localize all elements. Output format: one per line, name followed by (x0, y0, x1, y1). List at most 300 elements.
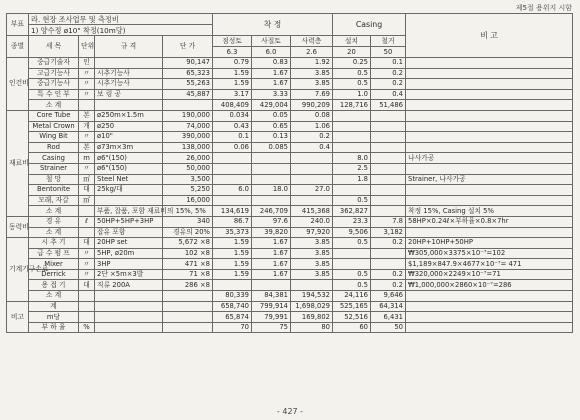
table-cell: 1.67 (252, 259, 291, 270)
table-cell (163, 291, 213, 302)
table-cell (371, 185, 406, 196)
table-cell (406, 58, 573, 69)
table-cell (252, 153, 291, 164)
table-row (7, 58, 573, 69)
table-cell: 525,165 (333, 301, 371, 312)
table-cell: 1.67 (252, 68, 291, 79)
table-cell: ø10" (95, 132, 163, 143)
table-cell: 24,116 (333, 291, 371, 302)
sub-header: 철거 (371, 36, 406, 47)
table-row (7, 301, 573, 312)
table-cell: 74,000 (163, 121, 213, 132)
table-cell: ø250 (95, 121, 163, 132)
table-cell (163, 100, 213, 111)
page-number: - 427 - (276, 407, 304, 416)
table-cell: 45,887 (163, 89, 213, 100)
table-row (7, 89, 573, 100)
table-cell: ø6"(150) (95, 153, 163, 164)
table-cell: 194,532 (291, 291, 333, 302)
table-cell (406, 301, 573, 312)
table-cell (95, 100, 163, 111)
table-cell: 138,000 (163, 142, 213, 153)
table-cell (213, 195, 252, 206)
table-row (7, 248, 573, 259)
sub-value: 2.6 (291, 47, 333, 58)
table-row (7, 227, 573, 238)
header-row-1 (7, 14, 573, 25)
table-cell: 1.0 (333, 89, 371, 100)
table-cell: 3,182 (371, 227, 406, 238)
table-cell: m당 (29, 312, 79, 323)
table-body (7, 14, 573, 333)
table-cell: 50 (371, 322, 406, 333)
table-cell: 0.2 (291, 132, 333, 143)
table-cell: 6,431 (371, 312, 406, 323)
table-cell (406, 312, 573, 323)
table-cell: 362,827 (333, 206, 371, 217)
table-cell: 시추기능사 (95, 79, 163, 90)
table-cell: ₩1,000,000×2860×10⁻⁷=286 (406, 280, 573, 291)
table-cell: 990,209 (291, 100, 333, 111)
table-cell: 65,874 (213, 312, 252, 323)
table-cell: % (79, 322, 95, 333)
table-cell (163, 312, 213, 323)
table-cell: 〃 (79, 269, 95, 280)
table-cell: 인 (79, 58, 95, 69)
booppyo-label: 부표 (7, 14, 29, 36)
table-cell (406, 195, 573, 206)
table-cell: 340 (163, 216, 213, 227)
gyugyeok-header: 규 격 (95, 36, 163, 58)
table-cell: Rod (29, 142, 79, 153)
sub-value: 20 (333, 47, 371, 58)
table-cell (371, 259, 406, 270)
table-cell (213, 174, 252, 185)
table-row (7, 174, 573, 185)
danga-header: 단 가 (163, 36, 213, 58)
table-row (7, 238, 573, 249)
table-cell: 〃 (79, 259, 95, 270)
table-cell: 70 (213, 322, 252, 333)
table-cell: 잡유 포함 (95, 227, 163, 238)
sub-header: 사질토 (252, 36, 291, 47)
table-cell: 415,368 (291, 206, 333, 217)
table-cell: 80 (291, 322, 333, 333)
table-cell (371, 132, 406, 143)
table-cell: 나사가공 (406, 153, 573, 164)
table-row (7, 291, 573, 302)
table-row (7, 100, 573, 111)
table-cell (79, 312, 95, 323)
danwi-header: 단위 (79, 36, 95, 58)
table-cell: 0.13 (252, 132, 291, 143)
table-row (7, 110, 573, 121)
semok-header: 세 목 (29, 36, 79, 58)
casing-header: Casing (333, 14, 406, 36)
table-cell: 0.085 (252, 142, 291, 153)
table-cell: 9,646 (371, 291, 406, 302)
table-cell (371, 206, 406, 217)
table-cell: 16,000 (163, 195, 213, 206)
table-cell: 직류 200A (95, 280, 163, 291)
table-cell: 경 유 (29, 216, 79, 227)
table-cell: 부품, 잡품, 포함 재료비의 15%, 5% (95, 206, 163, 217)
table-cell: 79,991 (252, 312, 291, 323)
table-cell (252, 195, 291, 206)
table-cell: 3HP (95, 259, 163, 270)
table-cell: Derrick (29, 269, 79, 280)
table-cell: 3.85 (291, 248, 333, 259)
bigo-header: 비 고 (406, 14, 573, 58)
table-cell: 시 추 기 (29, 238, 79, 249)
table-row (7, 185, 573, 196)
table-cell: Core Tube (29, 110, 79, 121)
table-cell: 0.5 (333, 79, 371, 90)
cost-table (6, 13, 573, 333)
sub-header: 설치 (333, 36, 371, 47)
table-cell: 0.83 (252, 58, 291, 69)
table-cell: 본 (79, 110, 95, 121)
table-cell (333, 259, 371, 270)
table-cell (95, 301, 163, 312)
table-cell: 27.0 (291, 185, 333, 196)
table-cell: 1.8 (333, 174, 371, 185)
table-cell: ㎡ (79, 174, 95, 185)
table-cell: 390,000 (163, 132, 213, 143)
table-row (7, 280, 573, 291)
table-row (7, 163, 573, 174)
table-cell (95, 195, 163, 206)
table-cell (291, 153, 333, 164)
table-cell: 중급기술자 (29, 58, 79, 69)
table-cell: 246,709 (252, 206, 291, 217)
chakjeong-header: 착 정 (213, 14, 333, 36)
table-cell: 128,716 (333, 100, 371, 111)
sub-value: 50 (371, 47, 406, 58)
table-cell (252, 163, 291, 174)
table-cell: 71 ×8 (163, 269, 213, 280)
table-cell: 3.33 (252, 89, 291, 100)
table-cell: 경유의 20% (163, 227, 213, 238)
table-cell: 대 (79, 185, 95, 196)
table-cell: 〃 (79, 89, 95, 100)
jongbyeol-header: 종별 (7, 36, 29, 58)
table-cell: 2단 ×5m×3발 (95, 269, 163, 280)
table-cell: 착정 15%, Casing 설치 5% (406, 206, 573, 217)
table-cell: 1.59 (213, 79, 252, 90)
table-cell: 3.85 (291, 79, 333, 90)
table-cell: 1.06 (291, 121, 333, 132)
section-label: 동력비 (7, 216, 29, 237)
table-cell: ₩305,000×3375×10⁻⁷=102 (406, 248, 573, 259)
table-cell (371, 153, 406, 164)
section-label: 기계기구손료 (7, 238, 29, 302)
table-cell (371, 163, 406, 174)
table-cell: ₩320,000×2249×10⁻⁷=71 (406, 269, 573, 280)
table-cell: 급 수 펌 프 (29, 248, 79, 259)
table-row (7, 195, 573, 206)
table-cell (406, 110, 573, 121)
table-cell: 658,740 (213, 301, 252, 312)
table-cell (371, 121, 406, 132)
table-cell: 소 계 (29, 206, 79, 217)
table-cell: 1.67 (252, 238, 291, 249)
table-cell: 23.3 (333, 216, 371, 227)
table-cell: Mixer (29, 259, 79, 270)
table-cell: 1.67 (252, 248, 291, 259)
table-cell: 7.8 (371, 216, 406, 227)
table-cell: 2.5 (333, 163, 371, 174)
table-cell (333, 185, 371, 196)
table-cell: 〃 (79, 132, 95, 143)
table-cell: ø250m×1.5m (95, 110, 163, 121)
table-cell: 0.1 (371, 58, 406, 69)
table-cell: Metal Crown (29, 121, 79, 132)
table-cell (406, 132, 573, 143)
table-cell: ㎥ (79, 195, 95, 206)
table-cell: 모래, 자갈 (29, 195, 79, 206)
section-label: 인건비 (7, 58, 29, 111)
table-row (7, 121, 573, 132)
table-title-1: 라. 현장 조사업무 및 측정비 (29, 14, 213, 25)
table-cell: 부 하 율 (29, 322, 79, 333)
table-cell (406, 100, 573, 111)
table-row (7, 269, 573, 280)
table-cell: 60 (333, 322, 371, 333)
table-cell (333, 110, 371, 121)
table-cell: 철 망 (29, 174, 79, 185)
table-cell: Steel Net (95, 174, 163, 185)
table-cell: 3.85 (291, 238, 333, 249)
table-cell: 0.5 (333, 238, 371, 249)
table-cell: 〃 (79, 248, 95, 259)
table-cell: m (79, 153, 95, 164)
table-cell: 20HP+10HP+50HP (406, 238, 573, 249)
table-cell (291, 195, 333, 206)
table-cell: 0.65 (252, 121, 291, 132)
table-title-2: 1) 양수정 ø10" 착정(10m당) (29, 25, 213, 36)
table-cell: 0.25 (333, 58, 371, 69)
table-cell: 소 계 (29, 291, 79, 302)
table-cell: 〃 (79, 68, 95, 79)
table-cell: 0.43 (213, 121, 252, 132)
sub-value: 6.0 (252, 47, 291, 58)
table-cell: 50HP+5HP+3HP (95, 216, 163, 227)
table-cell: 5HP, ø20m (95, 248, 163, 259)
table-cell (163, 301, 213, 312)
table-cell: 1.59 (213, 269, 252, 280)
table-cell: 특 수 인 부 (29, 89, 79, 100)
table-cell: 5,672 ×8 (163, 238, 213, 249)
table-cell: 26,000 (163, 153, 213, 164)
table-cell: Casing (29, 153, 79, 164)
table-row (7, 312, 573, 323)
table-cell: Bentonite (29, 185, 79, 196)
table-cell: 799,914 (252, 301, 291, 312)
table-row (7, 259, 573, 270)
table-cell: ø73m×3m (95, 142, 163, 153)
table-cell: 계 (29, 301, 79, 312)
table-cell: 0.4 (291, 142, 333, 153)
table-cell (163, 322, 213, 333)
table-cell: 86.7 (213, 216, 252, 227)
table-cell: 0.5 (333, 280, 371, 291)
table-cell: ℓ (79, 216, 95, 227)
section-label: 비고 (7, 301, 29, 333)
table-cell: 3,500 (163, 174, 213, 185)
table-cell: 대 (79, 238, 95, 249)
table-cell: 84,381 (252, 291, 291, 302)
table-cell (291, 163, 333, 174)
table-cell: Wing Bit (29, 132, 79, 143)
table-cell (252, 280, 291, 291)
table-cell (406, 322, 573, 333)
table-cell: 7.69 (291, 89, 333, 100)
table-cell (333, 132, 371, 143)
table-cell: 〃 (79, 163, 95, 174)
table-cell (406, 121, 573, 132)
table-cell: 55,263 (163, 79, 213, 90)
table-cell: 35,373 (213, 227, 252, 238)
table-cell: 0.5 (333, 68, 371, 79)
table-cell: 0.2 (371, 79, 406, 90)
sub-header: 사력층 (291, 36, 333, 47)
table-cell: 대 (79, 280, 95, 291)
sub-header: 점성토 (213, 36, 252, 47)
table-cell: 65,323 (163, 68, 213, 79)
table-cell: $1,189×847.9×4677×10⁻⁷= 471 (406, 259, 573, 270)
table-row (7, 216, 573, 227)
table-cell: 본 (79, 142, 95, 153)
table-cell: 0.5 (333, 269, 371, 280)
table-cell: 3.85 (291, 259, 333, 270)
table-cell: 고급기능사 (29, 68, 79, 79)
table-cell: 3.85 (291, 269, 333, 280)
table-cell (406, 68, 573, 79)
table-cell: 18.0 (252, 185, 291, 196)
table-row (7, 132, 573, 143)
table-cell: 0.034 (213, 110, 252, 121)
table-cell (371, 195, 406, 206)
table-cell (213, 163, 252, 174)
table-row (7, 79, 573, 90)
table-cell (333, 121, 371, 132)
table-cell: 9,506 (333, 227, 371, 238)
table-cell: 169,802 (291, 312, 333, 323)
table-cell: 용 접 기 (29, 280, 79, 291)
table-cell: 1.67 (252, 269, 291, 280)
section-label: 재료비 (7, 110, 29, 216)
sub-value: 6.3 (213, 47, 252, 58)
table-cell: 8.0 (333, 153, 371, 164)
table-cell: 0.5 (333, 195, 371, 206)
table-cell (333, 142, 371, 153)
table-cell (371, 174, 406, 185)
table-cell: 0.79 (213, 58, 252, 69)
table-cell: 0.2 (371, 269, 406, 280)
table-cell: 1.59 (213, 68, 252, 79)
table-cell: 중급기능사 (29, 79, 79, 90)
table-cell (406, 291, 573, 302)
table-cell: 39,820 (252, 227, 291, 238)
table-cell: 〃 (79, 79, 95, 90)
table-cell: 240.0 (291, 216, 333, 227)
table-cell: 0.2 (371, 280, 406, 291)
table-cell: 471 ×8 (163, 259, 213, 270)
table-cell (406, 227, 573, 238)
table-cell (333, 248, 371, 259)
table-cell: ø6"(150) (95, 163, 163, 174)
table-cell: 0.08 (291, 110, 333, 121)
table-cell: Strainer, 나사가공 (406, 174, 573, 185)
table-cell: 1,698,029 (291, 301, 333, 312)
table-cell (406, 89, 573, 100)
table-cell: 5,250 (163, 185, 213, 196)
table-cell (79, 291, 95, 302)
table-row (7, 68, 573, 79)
table-cell: 102 ×8 (163, 248, 213, 259)
table-cell (95, 58, 163, 69)
table-cell: 1.59 (213, 248, 252, 259)
table-cell: 1.92 (291, 58, 333, 69)
table-cell (79, 301, 95, 312)
table-cell: 408,409 (213, 100, 252, 111)
table-cell (252, 174, 291, 185)
table-cell: 0.06 (213, 142, 252, 153)
table-cell (371, 110, 406, 121)
table-cell: 25kg/대 (95, 185, 163, 196)
table-cell: 58HP×0.24ℓ×부하율×0.8×7hr (406, 216, 573, 227)
table-cell: 190,000 (163, 110, 213, 121)
table-cell: 3.85 (291, 68, 333, 79)
table-cell (79, 227, 95, 238)
table-cell: 1.59 (213, 238, 252, 249)
table-cell: 134,619 (213, 206, 252, 217)
table-cell (95, 291, 163, 302)
table-cell (213, 280, 252, 291)
table-cell: 51,486 (371, 100, 406, 111)
table-cell (79, 100, 95, 111)
table-cell (406, 163, 573, 174)
table-cell: 52,516 (333, 312, 371, 323)
table-cell (406, 185, 573, 196)
table-cell: 0.2 (371, 238, 406, 249)
table-row (7, 142, 573, 153)
table-cell: 80,339 (213, 291, 252, 302)
table-cell: 개 (79, 121, 95, 132)
table-row (7, 322, 573, 333)
table-cell (95, 322, 163, 333)
table-cell (406, 142, 573, 153)
table-cell (406, 79, 573, 90)
table-cell: Strainer (29, 163, 79, 174)
table-cell (371, 142, 406, 153)
table-cell: 90,147 (163, 58, 213, 69)
table-cell (291, 280, 333, 291)
table-cell: 286 ×8 (163, 280, 213, 291)
table-cell: 0.1 (213, 132, 252, 143)
table-row (7, 206, 573, 217)
table-cell: 0.4 (371, 89, 406, 100)
table-cell: 3.17 (213, 89, 252, 100)
table-cell (291, 174, 333, 185)
table-cell: 0.05 (252, 110, 291, 121)
table-cell: 97.6 (252, 216, 291, 227)
table-cell (79, 206, 95, 217)
table-row (7, 153, 573, 164)
table-cell: 429,004 (252, 100, 291, 111)
table-cell: 소 계 (29, 100, 79, 111)
